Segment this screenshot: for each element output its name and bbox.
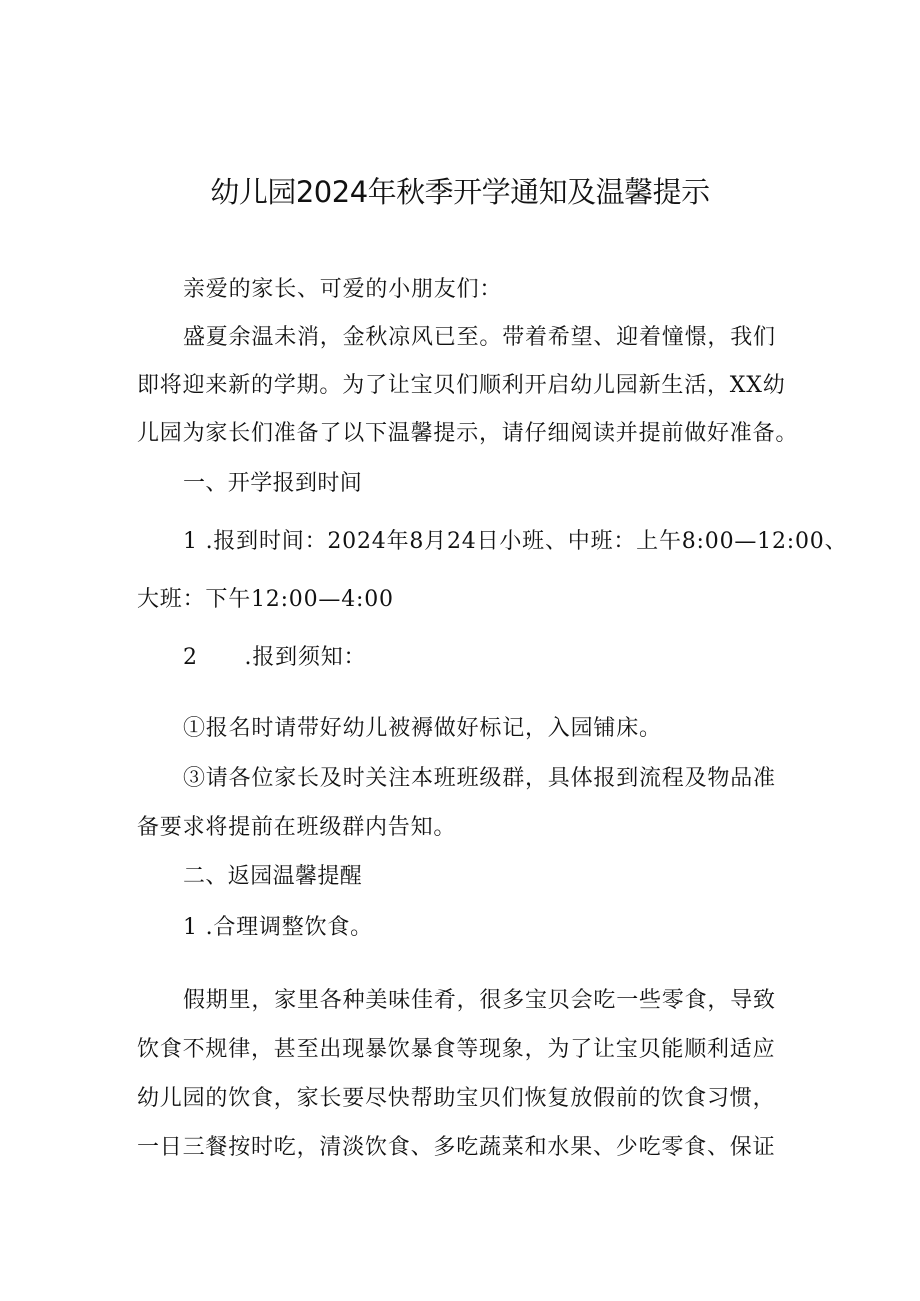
intro-paragraph-line: 即将迎来新的学期。为了让宝贝们顺利开启幼儿园新生活，XX幼 <box>137 373 786 398</box>
registration-notice-heading: 2 .报到须知： <box>183 645 367 670</box>
diet-paragraph-line: 一日三餐按时吃，清淡饮食、多吃蔬菜和水果、少吃零食、保证 <box>137 1135 776 1160</box>
notice-item: ③请各位家长及时关注本班班级群，具体报到流程及物品准 <box>183 766 776 791</box>
intro-paragraph-line: 盛夏余温未消，金秋凉风已至。带着希望、迎着憧憬，我们 <box>183 325 776 350</box>
subsection-heading-diet: 1 .合理调整饮食。 <box>183 915 373 940</box>
registration-time-line: 大班：下午12:00—4:00 <box>137 587 394 612</box>
document-title: 幼儿园2024年秋季开学通知及温馨提示 <box>210 175 710 209</box>
diet-paragraph-line: 饮食不规律，甚至出现暴饮暴食等现象，为了让宝贝能顺利适应 <box>137 1037 776 1062</box>
section-heading-registration-time: 一、开学报到时间 <box>183 471 363 496</box>
section-heading-return-reminder: 二、返园温馨提醒 <box>183 864 363 889</box>
notice-item: ①报名时请带好幼儿被褥做好标记，入园铺床。 <box>183 716 662 741</box>
diet-paragraph-line: 假期里，家里各种美味佳肴，很多宝贝会吃一些零食，导致 <box>183 988 776 1013</box>
intro-paragraph-line: 儿园为家长们准备了以下温馨提示，请仔细阅读并提前做好准备。 <box>137 421 799 446</box>
registration-time-line: 1 .报到时间：2024年8月24日小班、中班：上午8:00—12:00、 <box>183 529 848 554</box>
greeting-line: 亲爱的家长、可爱的小朋友们： <box>183 277 503 302</box>
diet-paragraph-line: 幼儿园的饮食，家长要尽快帮助宝贝们恢复放假前的饮食习惯， <box>137 1086 776 1111</box>
notice-item: 备要求将提前在班级群内告知。 <box>137 815 457 840</box>
